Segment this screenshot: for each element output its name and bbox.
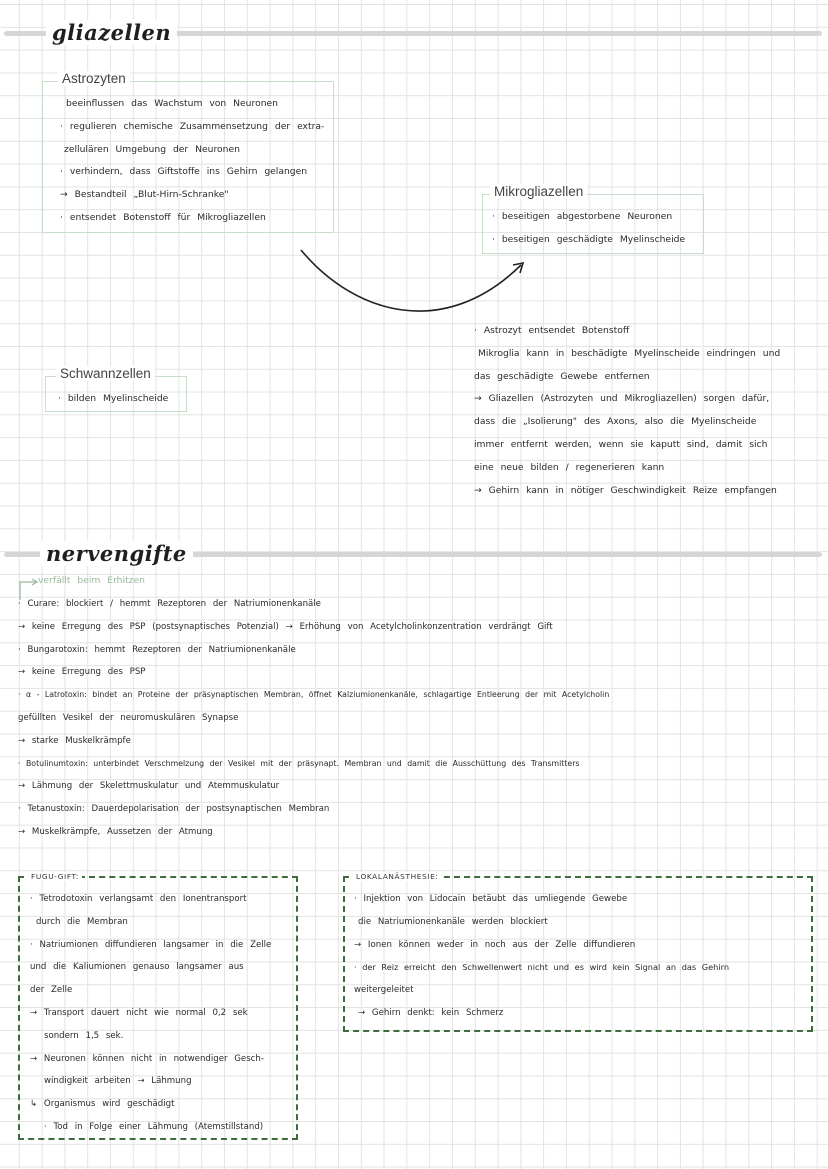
astrozyten-title: Astrozyten xyxy=(58,71,130,86)
note-line: zellulären Umgebung der Neuronen xyxy=(64,143,240,155)
nervengifte-notes xyxy=(18,593,609,844)
astrozyten-notes xyxy=(60,93,324,230)
curved-arrow-icon xyxy=(295,245,535,325)
note-line: → Gehirn denkt: kein Schmerz xyxy=(358,1007,504,1018)
note-line: · Tod in Folge einer Lähmung (Atemstillstand) xyxy=(44,1121,264,1132)
note-line: → starke Muskelkrämpfe xyxy=(18,735,131,746)
note-line: weitergeleitet xyxy=(354,985,414,996)
note-line: windigkeit arbeiten → Lähmung xyxy=(44,1076,192,1087)
note-line: · Curare: blockiert / hemmt Rezeptoren der Natriumionenkanäle xyxy=(18,599,321,609)
note-line: beeinflussen das Wachstum von Neuronen xyxy=(66,98,278,109)
section-title-nervengifte: nervengifte xyxy=(40,541,193,566)
note-line: · beseitigen geschädigte Myelinscheide xyxy=(492,233,686,245)
note-line: → Gliazellen (Astrozyten und Mikrogliazellen) sorgen dafür, xyxy=(474,393,770,405)
note-line: · Bungarotoxin: hemmt Rezeptoren der Natriumionenkanäle xyxy=(18,644,296,655)
note-line: · Tetanustoxin: Dauerdepolarisation der postsynaptischen Membran xyxy=(18,804,330,815)
note-line: · beseitigen abgestorbene Neuronen xyxy=(492,211,673,222)
note-line: → Ionen können weder in noch aus der Zelle diffundieren xyxy=(354,939,636,950)
note-line: · Injektion von Lidocain betäubt das umliegende Gewebe xyxy=(354,894,628,904)
note-line: dass die „Isolierung" des Axons, also die Myelinscheide xyxy=(474,416,757,428)
note-line: · entsendet Botenstoff für Mikrogliazellen xyxy=(60,211,266,223)
note-line: → Lähmung der Skelettmuskulatur und Atemmuskulatur xyxy=(18,781,280,792)
note-line: · Tetrodotoxin verlangsamt den Ionentransport xyxy=(30,894,247,904)
schwannzellen-title: Schwannzellen xyxy=(56,366,155,381)
note-line: · verhindern, dass Giftstoffe ins Gehirn gelangen xyxy=(60,166,308,178)
faded-annotation: verfällt beim Erhitzen xyxy=(38,575,145,586)
note-line: → keine Erregung des PSP xyxy=(18,667,146,678)
note-line: · regulieren chemische Zusammensetzung der extra- xyxy=(60,120,325,132)
note-line: die Natriumionenkanäle werden blockiert xyxy=(358,916,548,927)
note-line: · Astrozyt entsendet Botenstoff xyxy=(474,325,630,336)
lokalanaesthesie-notes xyxy=(354,888,729,1025)
note-line: gefüllten Vesikel der neuromuskulären Synapse xyxy=(18,712,239,723)
note-line: → Neuronen können nicht in notwendiger Gesch- xyxy=(30,1053,264,1064)
note-line: das geschädigte Gewebe entfernen xyxy=(474,370,650,382)
note-line: · bilden Myelinscheide xyxy=(58,393,169,404)
schwannzellen-notes xyxy=(58,388,168,411)
glia-summary-notes xyxy=(474,320,780,502)
fugu-gift-notes xyxy=(30,888,271,1139)
note-line: Mikroglia kann in beschädigte Myelinscheide eindringen und xyxy=(478,347,781,359)
note-line: → keine Erregung des PSP (postsynaptisches Potenzial) → Erhöhung von Acetylcholinkonzentration verdrängt Gift xyxy=(18,621,553,632)
note-line: → Gehirn kann in nötiger Geschwindigkeit Reize empfangen xyxy=(474,484,777,496)
mikrogliazellen-title: Mikrogliazellen xyxy=(490,184,587,199)
note-line: · der Reiz erreicht den Schwellenwert nicht und es wird kein Signal an das Gehirn xyxy=(354,962,730,973)
note-line: der Zelle xyxy=(30,985,73,996)
fugu-gift-title: FUGU-GIFT: xyxy=(28,872,82,881)
lokalanaesthesie-title: LOKALANÄSTHESIE: xyxy=(353,872,441,881)
note-line: → Transport dauert nicht wie normal 0,2 sek xyxy=(30,1007,248,1018)
note-line: · Botulinumtoxin: unterbindet Verschmelzung der Vesikel mit der präsynapt. Membran und damit die Ausschüttung des Transmitters xyxy=(18,758,580,768)
note-line: immer entfernt werden, wenn sie kaputt sind, damit sich xyxy=(474,438,768,450)
note-line: und die Kaliumionen genauso langsamer aus xyxy=(30,962,244,973)
note-line: ↳ Organismus wird geschädigt xyxy=(30,1099,175,1110)
note-line: · Natriumionen diffundieren langsamer in die Zelle xyxy=(30,939,272,950)
note-line: eine neue bilden / regenerieren kann xyxy=(474,461,665,473)
note-line: → Muskelkrämpfe, Aussetzen der Atmung xyxy=(18,826,213,837)
note-line: · α - Latrotoxin: bindet an Proteine der präsynaptischen Membran, öffnet Kalziumionenkanäle, schlagartige Entleerung der mit Acetylcholin xyxy=(18,690,610,700)
section-title-gliazellen: gliazellen xyxy=(46,20,177,45)
note-line: durch die Membran xyxy=(36,916,128,927)
note-line: sondern 1,5 sek. xyxy=(44,1030,124,1041)
note-line: → Bestandteil „Blut-Hirn-Schranke" xyxy=(60,189,229,201)
